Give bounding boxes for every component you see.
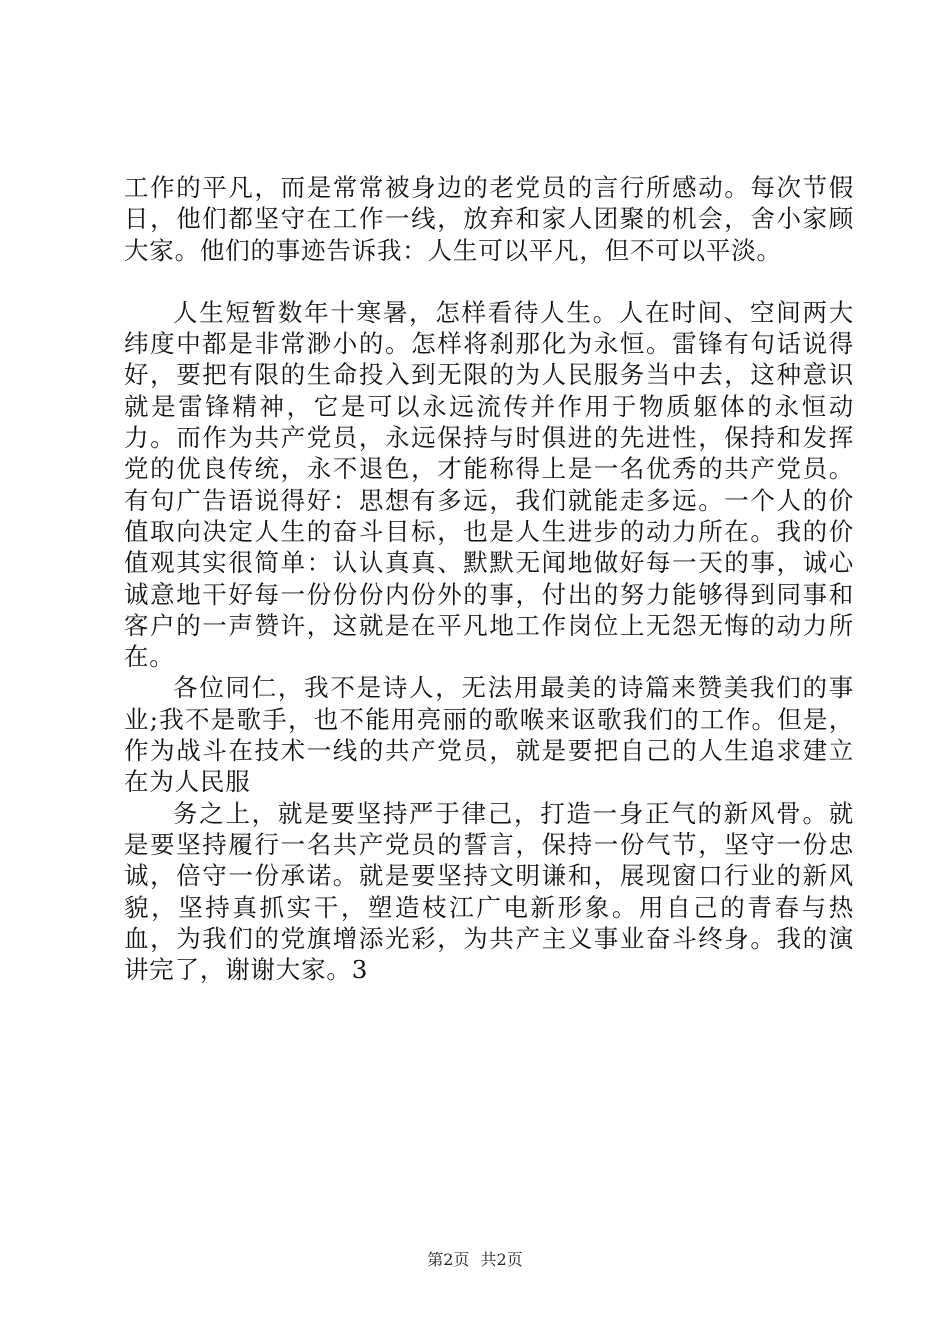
- page-number: 第2页: [427, 1250, 470, 1269]
- paragraph-continuation: 工作的平凡，而是常常被身边的老党员的言行所感动。每次节假日，他们都坚守在工作一线，放弃和家人团聚的机会，舍小家顾大家。他们的事迹告诉我：人生可以平凡，但不可以平淡。: [124, 173, 854, 265]
- paragraph-life-values: 人生短暂数年十寒暑，怎样看待人生。人在时间、空间两大纬度中都是非常渺小的。怎样将刹那化为永恒。雷锋有句话说得好，要把有限的生命投入到无限的为人民服务当中去，这种意识就是雷锋精神，它是可以永远流传并作用于物质躯体的永恒动力。而作为共产党员，永远保持与时俱进的先进性，保持和发挥党的优良传统，永不退色，才能称得上是一名优秀的共产党员。有句广告语说得好：思想有多远，我们就能走多远。一个人的价值取向决定人生的奋斗目标，也是人生进步的动力所在。我的价值观其实很简单：认认真真、默默无闻地做好每一天的事，诚心诚意地干好每一份份份内份外的事，付出的努力能够得到同事和客户的一声赞许，这就是在平凡地工作岗位上无怨无悔的动力所在。: [124, 297, 854, 672]
- page-total: 共2页: [480, 1250, 523, 1269]
- document-body: [124, 172, 854, 985]
- page-footer: [0, 1247, 950, 1270]
- paragraph-closing: 务之上，就是要坚持严于律己，打造一身正气的新风骨。就是要坚持履行一名共产党员的誓言，保持一份气节，坚守一份忠诚，倍守一份承诺。就是要坚持文明谦和，展现窗口行业的新风貌，坚持真抓实干，塑造枝江广电新形象。用自己的青春与热血，为我们的党旗增添光彩，为共产主义事业奋斗终身。我的演讲完了，谢谢大家。3: [124, 798, 854, 985]
- paragraph-colleagues: 各位同仁，我不是诗人，无法用最美的诗篇来赞美我们的事业;我不是歌手，也不能用亮丽的歌喉来讴歌我们的工作。但是，作为战斗在技术一线的共产党员，就是要把自己的人生追求建立在为人民服: [124, 673, 854, 797]
